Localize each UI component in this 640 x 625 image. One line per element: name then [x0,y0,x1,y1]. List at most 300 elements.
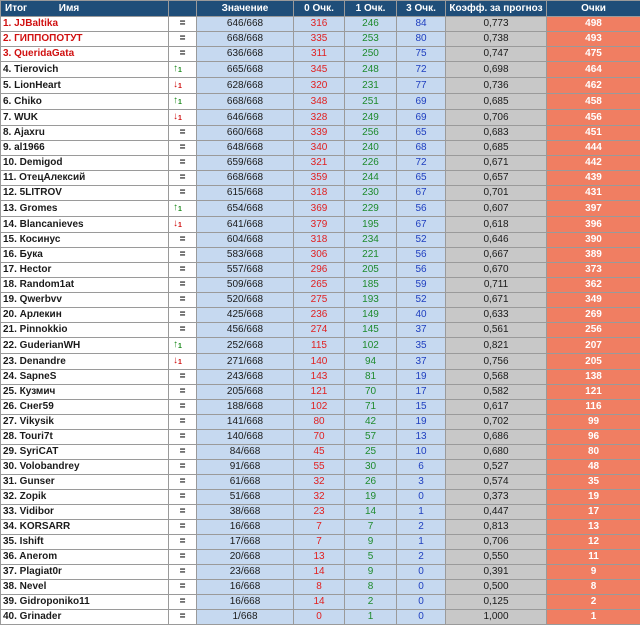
trend-same-indicator [169,293,197,308]
equal-icon: = [180,431,186,442]
table-row [1,308,640,323]
equal-icon: = [180,536,186,547]
points-cell: 442 [547,156,640,171]
three-points-cell: 52 [397,233,446,248]
one-point-cell: 246 [345,17,397,32]
player-name: 3. QueridaGata [1,47,169,62]
points-cell: 80 [547,445,640,460]
three-points-cell: 69 [397,94,446,110]
zero-points-cell: 335 [294,32,345,47]
points-cell: 121 [547,385,640,400]
trend-same-indicator [169,595,197,610]
equal-icon: = [180,581,186,592]
player-name: 5. LionHeart [1,78,169,94]
equal-icon: = [180,48,186,59]
player-name: 38. Nevel [1,580,169,595]
table-row [1,535,640,550]
zero-points-cell: 359 [294,171,345,186]
value-cell: 140/668 [197,430,294,445]
points-cell: 138 [547,370,640,385]
table-row [1,505,640,520]
trend-down-indicator [169,110,197,126]
table-row [1,475,640,490]
value-cell: 16/668 [197,580,294,595]
points-cell: 444 [547,141,640,156]
player-name: 34. KORSARR [1,520,169,535]
trend-same-indicator [169,415,197,430]
equal-icon: = [180,401,186,412]
table-row [1,400,640,415]
header-row [1,1,640,17]
points-cell: 462 [547,78,640,94]
one-point-cell: 102 [345,338,397,354]
points-cell: 373 [547,263,640,278]
three-points-cell: 80 [397,32,446,47]
zero-points-cell: 102 [294,400,345,415]
value-cell: 648/668 [197,141,294,156]
points-cell: 9 [547,565,640,580]
table-row [1,293,640,308]
equal-icon: = [180,596,186,607]
equal-icon: = [180,506,186,517]
zero-points-cell: 316 [294,17,345,32]
coefficient-cell: 0,574 [446,475,547,490]
points-cell: 207 [547,338,640,354]
player-name: 4. Tierovich [1,62,169,78]
zero-points-cell: 339 [294,126,345,141]
coefficient-cell: 0,736 [446,78,547,94]
player-name: 14. Blancanieves [1,217,169,233]
points-cell: 269 [547,308,640,323]
zero-points-cell: 345 [294,62,345,78]
equal-icon: = [180,157,186,168]
one-point-cell: 94 [345,354,397,370]
one-point-cell: 230 [345,186,397,201]
coefficient-cell: 0,646 [446,233,547,248]
value-cell: 16/668 [197,520,294,535]
trend-down-indicator [169,217,197,233]
value-cell: 91/668 [197,460,294,475]
trend-same-indicator [169,248,197,263]
zero-points-cell: 306 [294,248,345,263]
table-row [1,430,640,445]
points-cell: 349 [547,293,640,308]
three-points-cell: 69 [397,110,446,126]
coefficient-cell: 0,821 [446,338,547,354]
trend-change-count: 1 [178,343,182,350]
one-point-cell: 42 [345,415,397,430]
trend-same-indicator [169,32,197,47]
points-cell: 451 [547,126,640,141]
player-name: 23. Denandre [1,354,169,370]
one-point-cell: 253 [345,32,397,47]
value-cell: 17/668 [197,535,294,550]
points-cell: 362 [547,278,640,293]
table-row [1,580,640,595]
value-cell: 188/668 [197,400,294,415]
zero-points-cell: 318 [294,186,345,201]
one-point-cell: 8 [345,580,397,595]
coefficient-cell: 0,685 [446,141,547,156]
one-point-cell: 26 [345,475,397,490]
three-points-cell: 67 [397,217,446,233]
three-points-cell: 59 [397,278,446,293]
zero-points-cell: 45 [294,445,345,460]
table-row [1,445,640,460]
one-point-cell: 1 [345,610,397,625]
zero-points-cell: 55 [294,460,345,475]
player-name: 24. SapneS [1,370,169,385]
table-body [1,17,640,625]
three-points-cell: 19 [397,370,446,385]
three-points-cell: 75 [397,47,446,62]
header-zero-points: 0 Очк. [294,1,345,17]
player-name: 21. Pinnokkio [1,323,169,338]
coefficient-cell: 0,701 [446,186,547,201]
header-name-label: Имя [59,3,79,14]
three-points-cell: 1 [397,505,446,520]
coefficient-cell: 0,550 [446,550,547,565]
arrow-down-icon: ↓ [173,111,178,122]
equal-icon: = [180,611,186,622]
coefficient-cell: 0,617 [446,400,547,415]
one-point-cell: 221 [345,248,397,263]
trend-up-indicator [169,62,197,78]
coefficient-cell: 0,373 [446,490,547,505]
equal-icon: = [180,491,186,502]
zero-points-cell: 70 [294,430,345,445]
trend-change-count: 1 [178,359,182,366]
one-point-cell: 149 [345,308,397,323]
trend-down-indicator [169,354,197,370]
trend-change-count: 1 [178,99,182,106]
player-name: 10. Demigod [1,156,169,171]
trend-same-indicator [169,430,197,445]
trend-same-indicator [169,370,197,385]
three-points-cell: 56 [397,201,446,217]
header-one-point: 1 Очк. [345,1,397,17]
three-points-cell: 0 [397,595,446,610]
zero-points-cell: 143 [294,370,345,385]
coefficient-cell: 0,773 [446,17,547,32]
table-row [1,110,640,126]
trend-same-indicator [169,308,197,323]
one-point-cell: 250 [345,47,397,62]
equal-icon: = [180,521,186,532]
one-point-cell: 81 [345,370,397,385]
table-row [1,323,640,338]
table-row [1,550,640,565]
table-row [1,201,640,217]
table-row [1,370,640,385]
coefficient-cell: 0,738 [446,32,547,47]
coefficient-cell: 0,607 [446,201,547,217]
trend-same-indicator [169,610,197,625]
table-row [1,233,640,248]
value-cell: 425/668 [197,308,294,323]
coefficient-cell: 0,447 [446,505,547,520]
zero-points-cell: 348 [294,94,345,110]
zero-points-cell: 236 [294,308,345,323]
one-point-cell: 234 [345,233,397,248]
player-name: 18. Random1at [1,278,169,293]
trend-same-indicator [169,565,197,580]
trend-same-indicator [169,475,197,490]
value-cell: 205/668 [197,385,294,400]
table-row [1,94,640,110]
zero-points-cell: 7 [294,535,345,550]
one-point-cell: 248 [345,62,397,78]
one-point-cell: 240 [345,141,397,156]
value-cell: 604/668 [197,233,294,248]
player-name: 31. Gunser [1,475,169,490]
player-name: 40. Grinader [1,610,169,625]
equal-icon: = [180,172,186,183]
table-row [1,156,640,171]
player-name: 28. Touri7t [1,430,169,445]
value-cell: 665/668 [197,62,294,78]
player-name: 36. Anerom [1,550,169,565]
value-cell: 668/668 [197,32,294,47]
player-name: 6. Chiko [1,94,169,110]
arrow-down-icon: ↓ [173,218,178,229]
zero-points-cell: 32 [294,475,345,490]
table-row [1,62,640,78]
three-points-cell: 15 [397,400,446,415]
zero-points-cell: 140 [294,354,345,370]
one-point-cell: 25 [345,445,397,460]
equal-icon: = [180,264,186,275]
zero-points-cell: 14 [294,595,345,610]
coefficient-cell: 0,568 [446,370,547,385]
header-value: Значение [197,1,294,17]
coefficient-cell: 0,633 [446,308,547,323]
points-cell: 35 [547,475,640,490]
player-name: 39. Gidroponiko11 [1,595,169,610]
points-cell: 256 [547,323,640,338]
one-point-cell: 195 [345,217,397,233]
coefficient-cell: 0,685 [446,94,547,110]
equal-icon: = [180,187,186,198]
three-points-cell: 72 [397,62,446,78]
table-row [1,32,640,47]
equal-icon: = [180,309,186,320]
points-cell: 12 [547,535,640,550]
trend-down-indicator [169,78,197,94]
table-row [1,385,640,400]
player-name: 1. JJBaltika [1,17,169,32]
three-points-cell: 35 [397,338,446,354]
one-point-cell: 244 [345,171,397,186]
coefficient-cell: 0,680 [446,445,547,460]
header-points: Очки [547,1,640,17]
coefficient-cell: 0,686 [446,430,547,445]
coefficient-cell: 0,667 [446,248,547,263]
one-point-cell: 5 [345,550,397,565]
points-cell: 475 [547,47,640,62]
player-name: 2. ГИППОПОТУТ [1,32,169,47]
equal-icon: = [180,371,186,382]
one-point-cell: 256 [345,126,397,141]
value-cell: 20/668 [197,550,294,565]
value-cell: 668/668 [197,171,294,186]
points-cell: 389 [547,248,640,263]
value-cell: 583/668 [197,248,294,263]
coefficient-cell: 0,582 [446,385,547,400]
value-cell: 520/668 [197,293,294,308]
table-row [1,520,640,535]
points-cell: 456 [547,110,640,126]
table-row [1,610,640,625]
trend-up-indicator [169,201,197,217]
three-points-cell: 37 [397,354,446,370]
points-cell: 205 [547,354,640,370]
player-name: 7. WUK [1,110,169,126]
three-points-cell: 0 [397,580,446,595]
value-cell: 141/668 [197,415,294,430]
trend-same-indicator [169,17,197,32]
equal-icon: = [180,416,186,427]
one-point-cell: 145 [345,323,397,338]
three-points-cell: 19 [397,415,446,430]
one-point-cell: 249 [345,110,397,126]
trend-same-indicator [169,278,197,293]
table-row [1,263,640,278]
player-name: 11. ОтецАлексий [1,171,169,186]
player-name: 32. Zopik [1,490,169,505]
player-name: 35. Ishift [1,535,169,550]
three-points-cell: 2 [397,550,446,565]
coefficient-cell: 0,125 [446,595,547,610]
zero-points-cell: 321 [294,156,345,171]
coefficient-cell: 0,671 [446,156,547,171]
value-cell: 51/668 [197,490,294,505]
zero-points-cell: 7 [294,520,345,535]
zero-points-cell: 23 [294,505,345,520]
trend-change-count: 1 [178,222,182,229]
value-cell: 646/668 [197,17,294,32]
arrow-up-icon: ↑ [173,95,178,106]
coefficient-cell: 0,657 [446,171,547,186]
value-cell: 84/668 [197,445,294,460]
zero-points-cell: 311 [294,47,345,62]
value-cell: 557/668 [197,263,294,278]
value-cell: 252/668 [197,338,294,354]
coefficient-cell: 0,698 [446,62,547,78]
points-cell: 464 [547,62,640,78]
three-points-cell: 0 [397,490,446,505]
player-name: 26. Снег59 [1,400,169,415]
trend-same-indicator [169,550,197,565]
three-points-cell: 52 [397,293,446,308]
three-points-cell: 65 [397,126,446,141]
zero-points-cell: 328 [294,110,345,126]
equal-icon: = [180,33,186,44]
three-points-cell: 67 [397,186,446,201]
table-row [1,595,640,610]
table-row [1,171,640,186]
table-row [1,78,640,94]
three-points-cell: 6 [397,460,446,475]
zero-points-cell: 80 [294,415,345,430]
three-points-cell: 56 [397,248,446,263]
zero-points-cell: 369 [294,201,345,217]
three-points-cell: 72 [397,156,446,171]
value-cell: 38/668 [197,505,294,520]
points-cell: 116 [547,400,640,415]
points-cell: 19 [547,490,640,505]
one-point-cell: 70 [345,385,397,400]
one-point-cell: 193 [345,293,397,308]
coefficient-cell: 0,711 [446,278,547,293]
coefficient-cell: 0,683 [446,126,547,141]
three-points-cell: 65 [397,171,446,186]
equal-icon: = [180,279,186,290]
points-cell: 17 [547,505,640,520]
points-cell: 493 [547,32,640,47]
player-name: 15. Косинус [1,233,169,248]
header-coefficient: Коэфф. за прогноз [446,1,547,17]
zero-points-cell: 340 [294,141,345,156]
points-cell: 99 [547,415,640,430]
arrow-down-icon: ↓ [173,355,178,366]
player-name: 19. Qwerbvv [1,293,169,308]
equal-icon: = [180,294,186,305]
equal-icon: = [180,324,186,335]
coefficient-cell: 0,527 [446,460,547,475]
one-point-cell: 2 [345,595,397,610]
trend-change-count: 1 [178,115,182,122]
value-cell: 456/668 [197,323,294,338]
header-name-cell [1,1,169,17]
table-row [1,186,640,201]
equal-icon: = [180,566,186,577]
zero-points-cell: 296 [294,263,345,278]
value-cell: 615/668 [197,186,294,201]
value-cell: 243/668 [197,370,294,385]
equal-icon: = [180,461,186,472]
trend-same-indicator [169,535,197,550]
zero-points-cell: 265 [294,278,345,293]
arrow-down-icon: ↓ [173,79,178,90]
value-cell: 628/668 [197,78,294,94]
trend-same-indicator [169,400,197,415]
trend-same-indicator [169,171,197,186]
equal-icon: = [180,18,186,29]
trend-same-indicator [169,490,197,505]
trend-same-indicator [169,505,197,520]
trend-same-indicator [169,580,197,595]
trend-up-indicator [169,94,197,110]
three-points-cell: 13 [397,430,446,445]
trend-up-indicator [169,338,197,354]
trend-same-indicator [169,47,197,62]
three-points-cell: 68 [397,141,446,156]
trend-same-indicator [169,445,197,460]
points-cell: 390 [547,233,640,248]
three-points-cell: 2 [397,520,446,535]
value-cell: 509/668 [197,278,294,293]
points-cell: 439 [547,171,640,186]
value-cell: 271/668 [197,354,294,370]
one-point-cell: 9 [345,535,397,550]
zero-points-cell: 379 [294,217,345,233]
three-points-cell: 10 [397,445,446,460]
player-name: 20. Арлекин [1,308,169,323]
three-points-cell: 17 [397,385,446,400]
player-name: 17. Hector [1,263,169,278]
three-points-cell: 40 [397,308,446,323]
